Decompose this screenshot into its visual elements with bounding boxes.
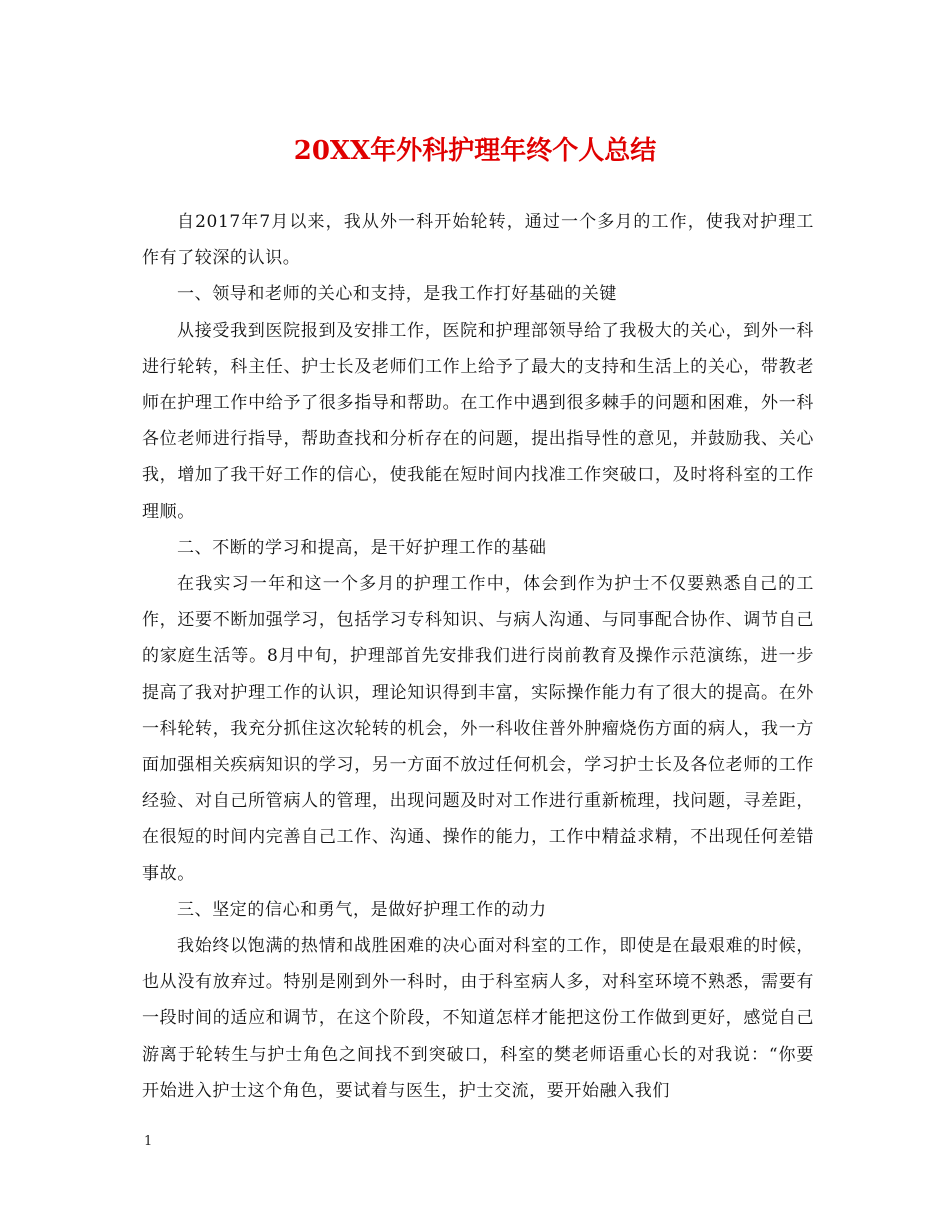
section-heading-3: 三、坚定的信心和勇气，是做好护理工作的动力: [177, 899, 547, 920]
page-number: 1: [144, 1134, 153, 1149]
paragraph-section-3: 我始终以饱满的热情和战胜困难的决心面对科室的工作，即使是在最艰难的时候，也从没有放弃过。特别是刚到外一科时，由于科室病人多，对科室环境不熟悉，需要有一段时间的适应和调节，在这个阶段，不知道怎样才能把这份工作做到更好，感觉自己游离于轮转生与护士角色之间找不到突破口，科室的樊老师语重心长的对我说：“你要开始进入护士这个角色，要试着与医生，护士交流，要开始融入我们: [142, 936, 814, 1101]
document-title: 20XX年外科护理年终个人总结: [293, 136, 657, 166]
document-body: [142, 204, 814, 1109]
paragraph-intro: 自2017年7月以来，我从外一科开始轮转，通过一个多月的工作，使我对护理工作有了较深的认识。: [142, 212, 814, 269]
paragraph-section-2: 在我实习一年和这一个多月的护理工作中，体会到作为护士不仅要熟悉自己的工作，还要不断加强学习，包括学习专科知识、与病人沟通、与同事配合协作、调节自己的家庭生活等。8月中旬，护理部首先安排我们进行岗前教育及操作示范演练，进一步提高了我对护理工作的认识，理论知识得到丰富，实际操作能力有了很大的提高。在外一科轮转，我充分抓住这次轮转的机会，外一科收住普外肿瘤烧伤方面的病人，我一方面加强相关疾病知识的学习，另一方面不放过任何机会，学习护士长及各位老师的工作经验、对自己所管病人的管理，出现问题及时对工作进行重新梳理，找问题，寻差距，在很短的时间内完善自己工作、沟通、操作的能力，工作中精益求精，不出现任何差错事故。: [142, 574, 814, 884]
section-heading-1: 一、领导和老师的关心和支持，是我工作打好基础的关键: [177, 284, 617, 305]
paragraph-section-1: 从接受我到医院报到及安排工作，医院和护理部领导给了我极大的关心，到外一科进行轮转，科主任、护士长及老师们工作上给予了最大的支持和生活上的关心，带教老师在护理工作中给予了很多指导和帮助。在工作中遇到很多棘手的问题和困难，外一科各位老师进行指导，帮助查找和分析存在的问题，提出指导性的意见，并鼓励我、关心我，增加了我干好工作的信心，使我能在短时间内找准工作突破口，及时将科室的工作理顺。: [142, 320, 814, 522]
section-heading-2: 二、不断的学习和提高，是干好护理工作的基础: [177, 537, 547, 558]
